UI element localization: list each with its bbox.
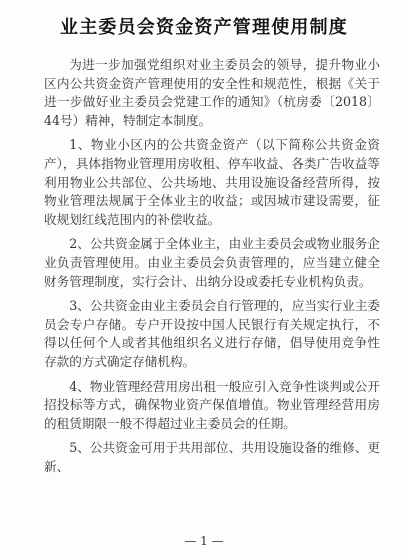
paragraph-clause-3: 3、公共资金由业主委员会自行管理的，应当实行业主委员会专户存储。专户开设按中国人民银行有关规定执行，不得以任何个人或者其他组织名义进行存储，倡导使用竞争性存款的方式确定存储机构。 (44, 298, 380, 369)
paragraph-intro: 为进一步加强党组织对业主委员会的领导，提升物业小区内公共资金资产管理使用的安全性和规范性，根据《关于进一步做好业主委员会党建工作的通知》（杭房委〔2018〕44号）精神，特制定本制度。 (44, 57, 380, 128)
document-title: 业主委员会资金资产管理使用制度 (60, 17, 348, 38)
paragraph-clause-5: 5、公共资金可用于共用部位、共用设施设备的维修、更新、 (44, 440, 380, 474)
page-number: — 1 — (184, 534, 224, 548)
document-body (44, 56, 380, 476)
paragraph-clause-4: 4、物业管理经营用房出租一般应引入竞争性谈判或公开招投标等方式，确保物业资产保值增值。物业管理经营用房的租赁期限一般不得超过业主委员会的任期。 (44, 378, 380, 431)
paragraph-clause-2: 2、公共资金属于全体业主，由业主委员会或物业服务企业负责管理使用。由业主委员会负责管理的，应当建立健全财务管理制度，实行会计、出纳分设或委托专业机构负责。 (44, 236, 380, 289)
paragraph-clause-1: 1、物业小区内的公共资金资产（以下简称公共资金资产），具体指物业管理用房收租、停车收益、各类广告收益等利用物业公共部位、公共场地、共用设施设备经营所得，按物业管理法规属于全体业主的收益；或因城市建设需要，征收规划红线范围内的补偿收益。 (44, 137, 380, 227)
